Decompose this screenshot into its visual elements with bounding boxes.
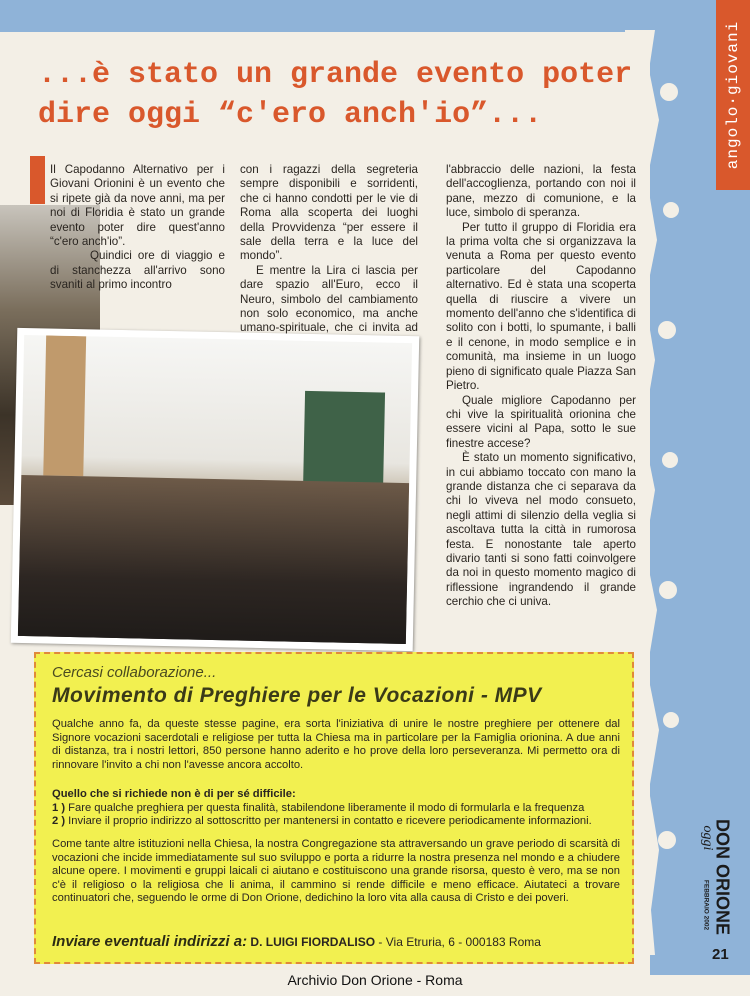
paragraph-marker — [30, 156, 45, 204]
article-paragraph: Quale migliore Capodanno per chi vive la spiritualità orionina che essere vicini al Papa, sotto le sue finestre accese? — [446, 393, 636, 450]
article-paragraph: con i ragazzi della segreteria sempre disponibili e sorridenti, che ci hanno condotti per le vie di Roma alla scoperta dei luoghi della Provvidenza “per essere il sale della terra e la luce del mondo”. — [240, 163, 418, 263]
archive-caption: Archivio Don Orione - Roma — [287, 972, 463, 988]
box-closing — [52, 838, 620, 906]
box-kicker: Cercasi collaborazione... — [52, 664, 217, 681]
box-list-item — [52, 815, 620, 829]
section-tab-label: angolo·giovani — [724, 20, 742, 170]
article-headline: ...è stato un grande evento poter dire oggi “c'ero anch'io”... — [38, 58, 633, 132]
box-list-item — [52, 802, 620, 816]
footer-label: Inviare eventuali indirizzi a: — [52, 933, 248, 950]
list-number: 1 ) — [52, 801, 66, 814]
crowd — [18, 475, 409, 644]
article-paragraph: Il Capodanno Alternativo per i Giovani Orionini è un evento che si ripete già da nove anni, ma per noi di Floridia è stato un grande evento poter dire quest'anno “c'ero anch'io”. — [50, 163, 225, 249]
group-photo-image — [18, 335, 412, 644]
magazine-oggi: oggi — [700, 825, 715, 851]
article-paragraph: E mentre la Lira ci lascia per dare spazio all'Euro, ecco il Neuro, simbolo del cambiamento non solo economico, ma anche umano-spirituale, che ci invita ad — [240, 263, 418, 335]
section-tab — [716, 0, 750, 190]
building-facade — [43, 335, 86, 476]
box-question: Quello che si richiede non è di per sé difficile: — [52, 788, 296, 800]
box-footer — [52, 933, 627, 950]
article-paragraph: Quindici ore di viaggio e di stanchezza all'arrivo sono svaniti al primo incontro — [50, 249, 225, 292]
box-closing-text: Come tante altre istituzioni nella Chiesa, la nostra Congregazione sta attraversando un grave periodo di scarsità di vocazioni che incide immediatamente sul suo sviluppo e porta a ridurre la nostra presenza nel mondo e a chiudere alcune opere. I movimenti e gruppi laicali ci aiutano e costituiscono una grande risorsa, questo è vero, ma se non c'è il religioso o la religiosa che li anima, il cammino si rende difficile e meno efficace. Aiutateci a trovare continuatori che, seguendo le orme di Don Orione, dedichino la loro vita alla causa di Cristo e dei poveri. — [52, 838, 620, 905]
box-intro-text: Qualche anno fa, da queste stesse pagine, era sorta l'iniziativa di unire le nostre preghiere per ottenere dal Signore vocazioni sacerdotali e religiose per tutta la Chiesa ma in particolare per la Famiglia orionina. A due anni di distanza, tra i nostri lettori, 850 persone hanno aderito e ho prove della loro perseveranza. Mi permetto ora di rinnovare l'invito a chi non l'avesse ancora accolto. — [52, 718, 620, 771]
article-column-1 — [50, 163, 225, 293]
footer-address: - Via Etruria, 6 - 000183 Roma — [375, 935, 541, 949]
box-list — [52, 788, 620, 829]
magazine-date: FEBBRAIO 2002 — [702, 879, 710, 931]
page-number: 21 — [712, 946, 729, 963]
group-photo — [11, 328, 420, 651]
list-number: 2 ) — [52, 815, 66, 828]
list-text: Fare qualche preghiera per questa finalità, stabilendone liberamente il modo di formularla e la frequenza — [68, 801, 585, 814]
list-text: Inviare il proprio indirizzo al sottoscritto per mantenersi in contatto e ricevere periodicamente informazioni. — [68, 815, 592, 828]
magazine-name: DON ORIONE — [712, 818, 733, 936]
top-blue-band — [0, 0, 750, 32]
article-paragraph: È stato un momento significativo, in cui abbiamo toccato con mano la grande distanza che ci separava da chi lo viveva nel modo consueto, negli attimi di silenzio della veglia si ascoltava tutta la città in rumorosa festa. E nonostante tale aperto divario tanti si sono fatti coinvolgere da noi in questo momento magico di riflessione ingrandendo il grande cerchio che ci univa. — [446, 451, 636, 609]
box-title: Movimento di Preghiere per le Vocazioni - MPV — [52, 684, 542, 707]
article-paragraph: Per tutto il gruppo di Floridia era la prima volta che si organizzava la venuta a Roma per questo evento particolare del Capodanno alternativo. Ed è stata una scoperta quella di riuscire a vivere un momento dell'anno che s'identifica di solito con i botti, lo spumante, i balli e il cenone, in modo semplice e in comunità, ma insieme in un luogo pieno di significato quale Piazza San Pietro. — [446, 220, 636, 393]
article-column-3 — [446, 163, 636, 610]
footer-name: D. LUIGI FIORDALISO — [250, 935, 376, 949]
box-intro — [52, 718, 620, 772]
article-paragraph: l'abbraccio delle nazioni, la festa dell'accoglienza, portando con noi il pane, mezzo di comunione, e la luce, simbolo di speranza. — [446, 163, 636, 220]
